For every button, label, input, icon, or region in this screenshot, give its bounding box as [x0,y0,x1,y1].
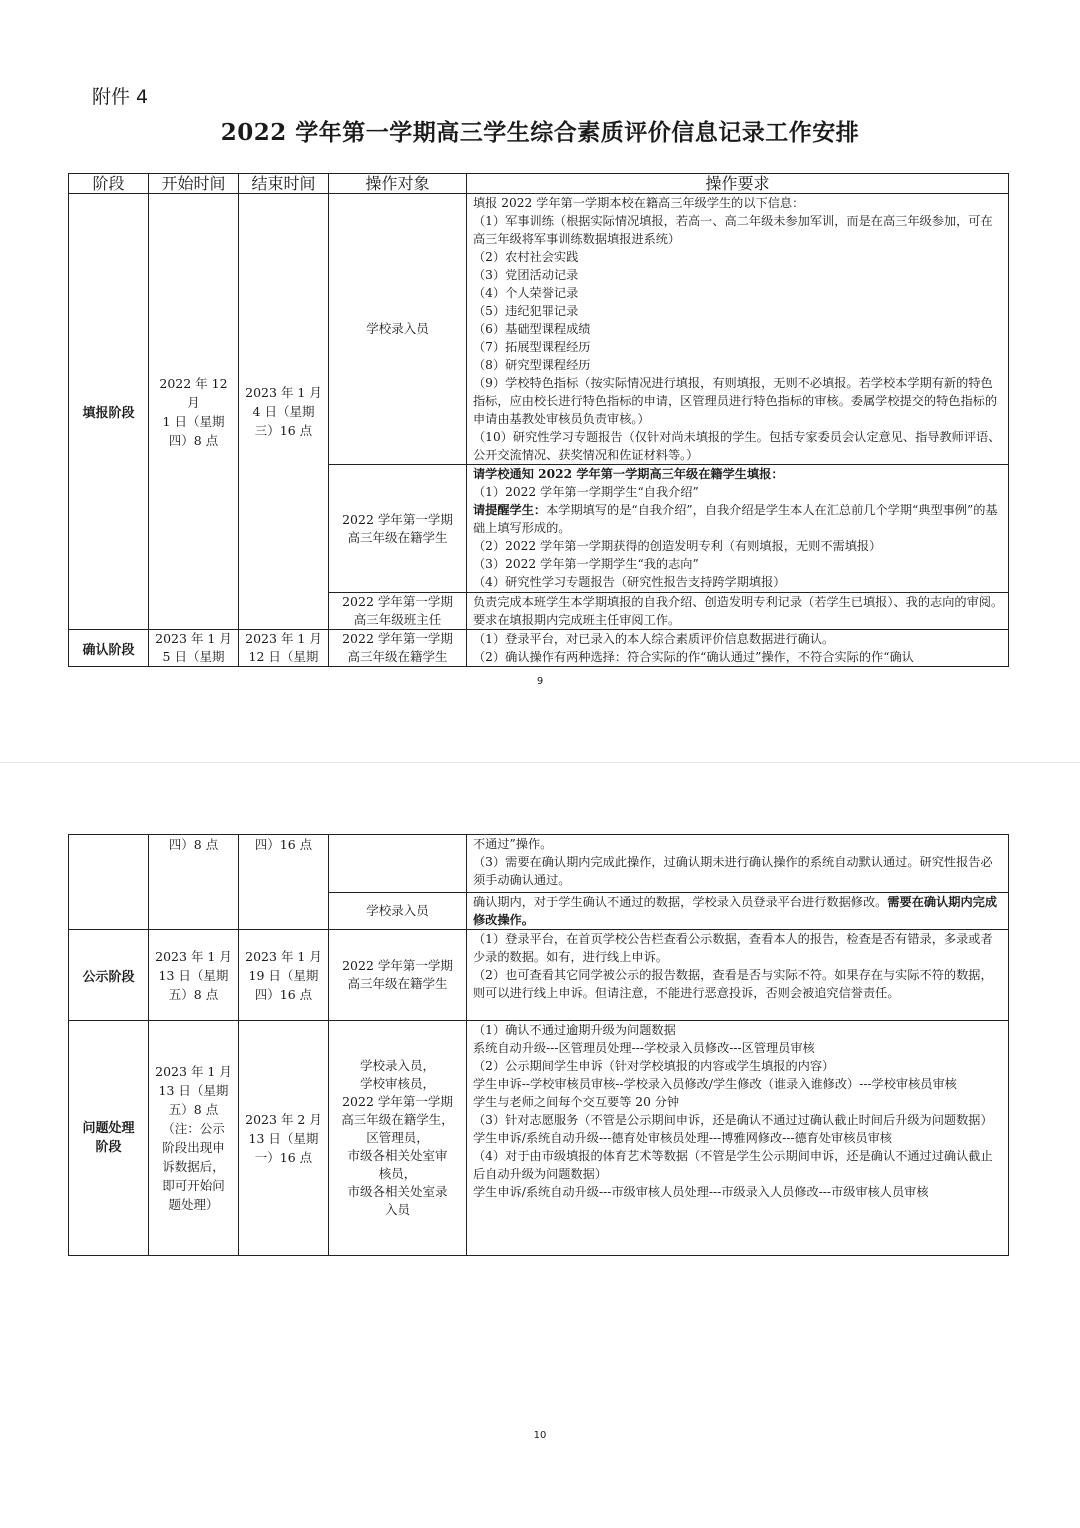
requirements-cell [467,630,1009,667]
requirements-cell [467,893,1009,930]
requirement-line: （3）党团活动记录 [473,268,579,282]
requirement-text: 确认期内，对于学生确认不通过的数据，学校录入员登录平台进行数据修改。 [473,895,888,909]
requirements-cell [467,1021,1009,1256]
end-time-cell: 2023 年 1 月 19 日（星期 四）16 点 [239,930,329,1021]
requirements-cell [467,194,1009,465]
page-number: 9 [536,676,544,687]
target-cell: 2022 学年第一学期 高三年级在籍学生 [329,465,467,593]
requirement-line: （3）针对志愿服务（不管是公示期间申诉，还是确认不通过过确认截止时间后升级为问题数据） [473,1113,993,1127]
reminder-text: 本学期填写的是“自我介绍”，自我介绍是学生本人在汇总前几个学期“典型事例”的基础上填写形成的。 [473,503,998,535]
requirement-line [473,893,1004,929]
table-row [69,930,1009,1021]
target-cell: 2022 学年第一学期 高三年级在籍学生 [329,930,467,1021]
stage-cell: 填报阶段 [69,194,149,630]
header-target: 操作对象 [329,174,467,194]
start-time-cell: 2023 年 1 月 5 日（星期 [149,630,239,667]
target-cell [329,835,467,893]
requirement-emphasis: 需要在确认期内完成修改操作。 [473,895,998,927]
requirement-line: 不通过”操作。 [473,837,553,851]
requirement-line: 系统自动升级---区管理员处理---学校录入员修改---区管理员审核 [473,1041,815,1055]
end-time-cell: 2023 年 2 月 13 日（星期 一）16 点 [239,1021,329,1256]
requirement-line: （8）研究型课程经历 [473,358,591,372]
stage-cell [69,835,149,930]
requirement-line: 学生申诉/系统自动升级---市级审核人员处理---市级录入人员修改---市级审核人员审核 [473,1185,929,1199]
requirements-cell [467,835,1009,893]
stage-cell: 问题处理 阶段 [69,1021,149,1256]
requirement-line: （1）登录平台，在首页学校公告栏查看公示数据，查看本人的报告，检查是否有错录，多录或者少录的数据。如有，进行线上申诉。 [473,932,993,964]
page-number: 10 [533,1430,547,1441]
requirement-line: 负责完成本班学生本学期填报的自我介绍、创造发明专利记录（若学生已填报）、我的志向的审阅。要求在填报期内完成班主任审阅工作。 [473,595,1004,627]
document-title: 2022 学年第一学期高三学生综合素质评价信息记录工作安排 [220,119,860,146]
requirement-line [473,501,1004,537]
header-start: 开始时间 [149,174,239,194]
requirement-line: 学生申诉/系统自动升级---德育处审核员处理---博雅网修改---德育处审核员审核 [473,1131,892,1145]
stage-cell: 确认阶段 [69,630,149,667]
end-time-cell: 四）16 点 [239,835,329,930]
requirements-cell [467,593,1009,630]
schedule-table-page2 [68,834,1009,1256]
target-cell: 学校录入员， 学校审核员， 2022 学年第一学期 高三年级在籍学生， 区管理员， 市级各相关处室审 核员， 市级各相关处室录 入员 [329,1021,467,1256]
requirement-line: （1）登录平台，对已录入的本人综合素质评价信息数据进行确认。 [473,632,835,646]
end-time-cell: 2023 年 1 月 4 日（星期 三）16 点 [239,194,329,630]
end-time-cell: 2023 年 1 月 12 日（星期 [239,630,329,667]
table-row [69,194,1009,465]
start-time-cell: 2023 年 1 月 13 日（星期 五）8 点 [149,930,239,1021]
requirement-line: 学生申诉--学校审核员审核--学校录入员修改/学生修改（谁录入谁修改）---学校审核员审核 [473,1077,957,1091]
header-end: 结束时间 [239,174,329,194]
requirement-line: （6）基础型课程成绩 [473,322,591,336]
target-cell: 学校录入员 [329,194,467,465]
requirements-cell [467,930,1009,1021]
table-row [69,835,1009,893]
requirement-line: （4）研究性学习专题报告（研究性报告支持跨学期填报） [473,575,786,589]
requirement-line: （4）对于由市级填报的体育艺术等数据（不管是学生公示期间申诉，还是确认不通过过确认截止后自动升级为问题数据） [473,1149,993,1181]
target-cell: 2022 学年第一学期 高三年级班主任 [329,593,467,630]
requirement-line: 请学校通知 2022 学年第一学期高三年级在籍学生填报： [473,467,784,481]
requirement-line: （2）确认操作有两种选择：符合实际的作“确认通过”操作，不符合实际的作“确认 [473,650,914,664]
schedule-table-page1 [68,173,1009,667]
requirement-line: （7）拓展型课程经历 [473,340,591,354]
requirement-line: （2）也可查看其它同学被公示的报告数据，查看是否与实际不符。如果存在与实际不符的数据，则可以进行线上申诉。但请注意，不能进行恶意投诉，否则会被追究信誉责任。 [473,968,993,1000]
page-divider [0,762,1080,763]
requirement-line: 学生与老师之间每个交互要等 20 分钟 [473,1095,680,1109]
requirement-line: （5）违纪犯罪记录 [473,304,579,318]
target-cell: 学校录入员 [329,893,467,930]
start-time-cell: 2023 年 1 月 13 日（星期 五）8 点 （注：公示 阶段出现申 诉数据后， 即可开始问 题处理） [149,1021,239,1256]
requirement-line: （1）2022 学年第一学期学生“自我介绍” [473,485,699,499]
requirement-line: （1）确认不通过逾期升级为问题数据 [473,1023,676,1037]
header-stage: 阶段 [69,174,149,194]
requirement-line: （1）军事训练（根据实际情况填报，若高一、高二年级未参加军训，而是在高三年级参加，可在高三年级将军事训练数据填报进系统） [473,214,993,246]
requirement-line: （3）2022 学年第一学期学生“我的志向” [473,557,699,571]
header-requirements: 操作要求 [467,174,1009,194]
reminder-label: 请提醒学生： [473,503,547,517]
table-row [69,1021,1009,1256]
target-cell: 2022 学年第一学期 高三年级在籍学生 [329,630,467,667]
requirement-line: 填报 2022 学年第一学期本校在籍高三年级学生的以下信息： [473,196,805,210]
table-row [69,630,1009,667]
table-header-row [69,174,1009,194]
requirement-line: （9）学校特色指标（按实际情况进行填报，有则填报，无则不必填报。若学校本学期有新的特色指标，应由校长进行特色指标的申请，区管理员进行特色指标的审核。委属学校提交的特色指标的申请由基教处审核员负责审核。） [473,376,998,426]
stage-cell: 公示阶段 [69,930,149,1021]
requirements-cell [467,465,1009,593]
requirement-line: （3）需要在确认期内完成此操作，过确认期未进行确认操作的系统自动默认通过。研究性报告必须手动确认通过。 [473,855,993,887]
requirement-line: （4）个人荣誉记录 [473,286,579,300]
requirement-line: （2）公示期间学生申诉（针对学校填报的内容或学生填报的内容） [473,1059,835,1073]
requirement-line: （2）2022 学年第一学期获得的创造发明专利（有则填报，无则不需填报） [473,539,882,553]
attachment-label: 附件 4 [92,86,149,108]
requirement-line: （2）农村社会实践 [473,250,579,264]
start-time-cell: 四）8 点 [149,835,239,930]
start-time-cell: 2022 年 12 月 1 日（星期 四）8 点 [149,194,239,630]
requirement-line: （10）研究性学习专题报告（仅针对尚未填报的学生。包括专家委员会认定意见、指导教师评语、公开交流情况、获奖情况和佐证材料等。） [473,430,1001,462]
